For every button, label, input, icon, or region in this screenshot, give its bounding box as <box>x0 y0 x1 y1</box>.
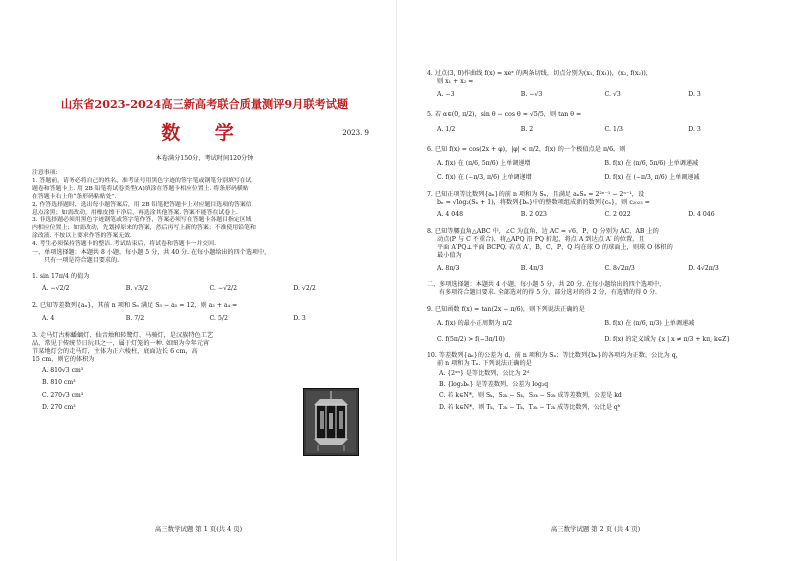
section-2-heading-cont: 有多项符合题目要求. 全部选对的得 5 分，部分选对的得 2 分，有选错的得 0 分. <box>439 289 657 297</box>
section-1-heading-cont: 只有一项是符合题目要求的. <box>44 257 120 265</box>
question-5-options <box>427 126 772 134</box>
page-1-footer: 高三数学试题 第 1 页(共 4 页) <box>154 525 243 533</box>
option-c: C. f(5π/2) > f(−3π/10) <box>437 335 505 343</box>
option-c: C. f(x) 在 (−π/3, π/6) 上单调递增 <box>437 174 532 182</box>
exam-date: 2023. 9 <box>342 129 369 137</box>
option-d: D. √2/2 <box>293 285 316 293</box>
section-1-heading: 一、单项选择题：本题共 8 小题，每小题 5 分，共 40 分. 在每小题给出的四个选项中， <box>32 249 271 257</box>
question-3-line: 节某地灯会的走马灯，主体为正六棱柱，底面边长 6 cm，高 <box>32 348 198 356</box>
exam-info: 本卷满分150分，考试时间120分钟 <box>155 155 254 162</box>
option-b: B. f(x) 在 (π/6, 5π/6) 上单调递减 <box>604 160 699 167</box>
notes-title: 注意事项: <box>32 170 58 176</box>
option-c: C. 8√2π/3 <box>604 265 635 273</box>
question-8-options <box>427 265 772 273</box>
question-8-line: 8. 已知等腰直角△ABC 中，∠C 为直角，边 AC = √6，P，Q 分别为 AC，AB 上的 <box>427 228 659 236</box>
option-b: B. {log₂bₙ} 是等差数列，公差为 log₂q <box>439 381 549 389</box>
option-c: C. 5/2 <box>209 315 228 323</box>
note-line: 1. 答题前，请务必将自己的姓名、准考证号用黑色字迹的签字笔或钢笔分别填写在试 <box>32 177 252 184</box>
section-2-heading: 二、多项选择题：本题共 4 小题，每小题 5 分，共 20 分. 在每小题给出的四个选项中， <box>427 281 666 289</box>
question-7-options <box>427 211 772 219</box>
note-line: 题卷和答题卡上. 用 2B 铅笔将试卷类型(A)填涂在答题卡相应位置上. 将条形码横贴 <box>32 185 249 192</box>
question-7-line: bₙ = √log₂(Sₙ + 1)，将数列{bₙ}中的整数项组成新的数列{cₙ}，则 c₂₀₂₃ = <box>437 199 650 207</box>
option-b: B. −√3 <box>520 91 543 98</box>
question-7-line: 7. 已知正项等比数列{aₙ}的前 n 项和为 Sₙ，且满足 aₙSₙ = 2²ⁿ⁻¹ − 2ⁿ⁻¹，设 <box>427 191 645 199</box>
note-line: 息点涂黑；如需改动，用橡皮擦干净后，再选涂其他答案. 答案不能答在试卷上. <box>32 209 238 216</box>
subject-title: 数 学 <box>161 122 248 144</box>
question-9-options <box>427 320 772 343</box>
option-c: C. −√2/2 <box>209 285 238 293</box>
option-a: A. 4 048 <box>437 211 464 219</box>
lantern-photo <box>303 388 359 456</box>
option-c: C. 若 k∈N*，则 Sₖ，S₂ₖ − Sₖ，S₃ₖ − S₂ₖ 成等差数列，公差是 kd <box>439 392 622 400</box>
option-a: A. 4 <box>42 315 55 323</box>
question-1: 1. sin 17π/4 的值为 <box>32 273 90 281</box>
option-b: B. 2 <box>520 126 534 133</box>
question-10-options <box>427 370 772 412</box>
question-4-options <box>427 91 772 99</box>
page-2-footer: 高三数学试题 第 2 页 (共 4 页) <box>550 525 641 533</box>
question-3-line: 品，常见于传统节日玩具之一，属于灯笼的一种. 如图为今年元宵 <box>32 340 210 348</box>
question-2: 2. 已知等差数列{aₙ}，其前 n 项和 Sₙ 满足 S₅ − a₅ = 12，则 a₃ + a₄ = <box>32 302 238 310</box>
question-6: 6. 已知 f(x) = cos(2x + φ)，|φ| < π/2，f(x) 的一个极值点是 π/6，则 <box>427 146 626 153</box>
question-3-line: 15 cm，则它的体积为 <box>32 356 95 364</box>
question-2-options <box>32 315 377 323</box>
option-d: D. 4 046 <box>688 211 715 219</box>
option-a: A. 1/2 <box>437 126 456 133</box>
option-a: A. {2ᵃⁿ} 是等比数列，公比为 2ᵈ <box>439 369 529 377</box>
question-10-line: 10. 等差数列{aₙ}的公差为 d，前 n 项和为 Sₙ；等比数列{bₙ}的各项均为正数，公比为 q， <box>427 351 682 359</box>
option-a: A. −3 <box>437 91 455 98</box>
note-line: 4. 考生必须保持答题卡的整洁. 考试结束后，将试卷和答题卡一并交回. <box>32 241 216 248</box>
note-line: 2. 作答选择题时，选出每小题答案后，用 2B 铅笔把答题卡上对应题目选项的答案信 <box>32 201 252 208</box>
option-d: D. 270 cm³ <box>42 403 76 411</box>
option-c: C. 270√3 cm³ <box>42 391 84 399</box>
option-a: A. −√2/2 <box>42 285 70 293</box>
option-b: B. 4π/3 <box>520 265 544 273</box>
question-3-line: 3. 走马灯古称蟠螭灯、仙音烛和转鹭灯、马骑灯，是汉族特色工艺 <box>32 332 214 340</box>
option-a: A. f(x) 在 (π/6, 5π/6) 上单调递增 <box>437 160 531 167</box>
question-8-line: 平面 A′PQ⊥平面 BCPQ. 若点 A′，B，C，P，Q 均在球 O 的球面上，则球 O 体积的 <box>437 244 673 252</box>
option-d: D. 3 <box>688 126 701 133</box>
question-9: 9. 已知函数 f(x) = tan(2x − π/6)，则下列说法正确的是 <box>427 306 585 314</box>
option-b: B. f(x) 在 (π/6, π/3) 上单调递减 <box>604 320 695 328</box>
option-b: B. 7/2 <box>125 315 145 323</box>
subject-row <box>32 117 377 147</box>
option-d: D. 3 <box>293 315 306 323</box>
notes-block <box>32 170 377 249</box>
question-4-line: 4. 过点(3, 0)作曲线 f(x) = xeˣ 的两条切线，切点分别为(x₁, f(x₁))，(x₂, f(x₂))， <box>427 70 652 77</box>
question-5: 5. 若 α∈(0, π/2)，sin θ − cos θ = √5/5，则 tan θ = <box>427 111 582 118</box>
option-d: D. 3 <box>688 91 701 98</box>
question-8-line: 动点(P 与 C 不重合)，将△APQ 沿 PQ 折起，将点 A 到达点 A′ 的位置，且 <box>437 236 645 244</box>
option-a: A. 8π/3 <box>437 265 460 273</box>
question-10-line: 前 n 项和为 Tₙ. 下列说法正确的是 <box>437 359 532 367</box>
question-3-options <box>32 367 297 412</box>
note-line: 涂改液. 不按以上要求作答的答案无效. <box>32 233 132 240</box>
option-d: D. f(x) 的定义域为 {x | x ≠ π/3 + kπ, k∈Z} <box>604 335 731 343</box>
note-line: 在答题卡右上角“条形码粘贴处”. <box>32 193 117 200</box>
option-a: A. 810√3 cm³ <box>42 367 84 375</box>
question-3 <box>32 332 297 412</box>
option-c: C. 1/3 <box>604 126 623 133</box>
option-b: B. 2 023 <box>520 211 547 219</box>
option-c: C. √3 <box>604 91 621 98</box>
question-1-options <box>32 285 377 293</box>
exam-title: 山东省2023-2024高三新高考联合质量测评9月联考试题 <box>60 97 349 111</box>
option-b: B. 810 cm³ <box>42 379 76 387</box>
option-b: B. √3/2 <box>125 285 149 293</box>
option-c: C. 2 022 <box>604 211 631 219</box>
question-4-line: 则 x₁ + x₂ = <box>437 78 474 85</box>
note-line: 内相应位置上；如需改动，先划掉原来的答案，然后再写上新的答案；不准使用铅笔和 <box>32 225 256 232</box>
note-line: 3. 非选择题必须用黑色字迹钢笔或签字笔作答，答案必须写在答题卡各题目指定区域 <box>32 217 252 224</box>
question-8-line: 最小值为 <box>437 252 462 260</box>
option-a: A. f(x) 的最小正周期为 π/2 <box>437 320 513 328</box>
page-2 <box>397 0 794 561</box>
option-d: D. 4√2π/3 <box>688 265 719 273</box>
question-6-options <box>427 160 772 182</box>
option-d: D. 若 k∈N*，则 Tₖ，T₂ₖ − Tₖ，T₃ₖ − T₂ₖ 成等比数列，公比是 qᵏ <box>439 403 621 411</box>
option-d: D. f(x) 在 (−π/3, π/6) 上单调递减 <box>604 174 700 182</box>
